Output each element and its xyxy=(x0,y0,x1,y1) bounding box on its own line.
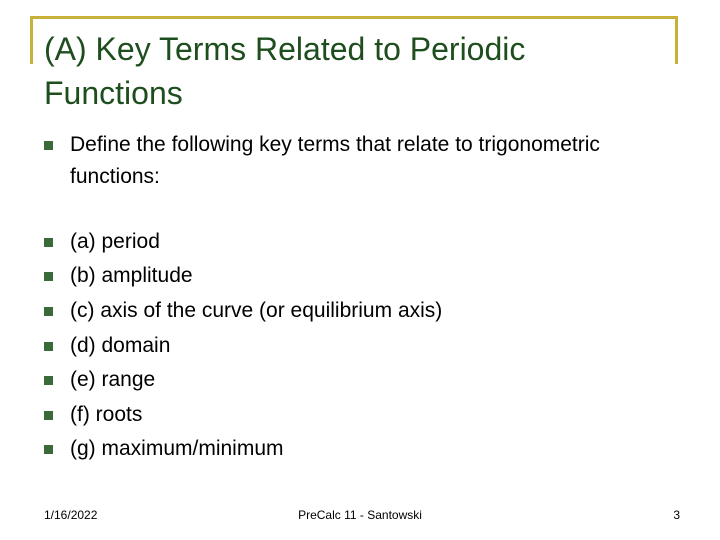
bullet-square-icon xyxy=(44,307,53,316)
title-frame-right xyxy=(675,16,678,64)
page-number: 3 xyxy=(673,508,680,522)
title-frame-left xyxy=(30,16,33,64)
footer-date: 1/16/2022 xyxy=(44,508,98,522)
bullet-text: (e) range xyxy=(70,368,156,391)
bullet-square-icon xyxy=(44,342,53,351)
bullet-square-icon xyxy=(44,411,53,420)
bullet-text: (d) domain xyxy=(70,334,171,357)
footer-course: PreCalc 11 - Santowski xyxy=(298,508,422,522)
bullet-text: (f) roots xyxy=(70,403,143,426)
slide-title: (A) Key Terms Related to Periodic Functions xyxy=(44,31,526,111)
bullet-text: (a) period xyxy=(70,230,160,253)
bullet-square-icon xyxy=(44,238,53,247)
title-frame-top xyxy=(30,16,678,19)
bullet-text: (b) amplitude xyxy=(70,264,193,287)
bullet-square-icon xyxy=(44,141,53,150)
bullet-text: (g) maximum/minimum xyxy=(70,437,284,460)
bullet-text: (c) axis of the curve (or equilibrium axis) xyxy=(70,299,443,322)
bullet-text: Define the following key terms that relate to trigonometric functions: xyxy=(70,133,600,188)
bullet-square-icon xyxy=(44,272,53,281)
bullet-square-icon xyxy=(44,445,53,454)
bullet-square-icon xyxy=(44,376,53,385)
